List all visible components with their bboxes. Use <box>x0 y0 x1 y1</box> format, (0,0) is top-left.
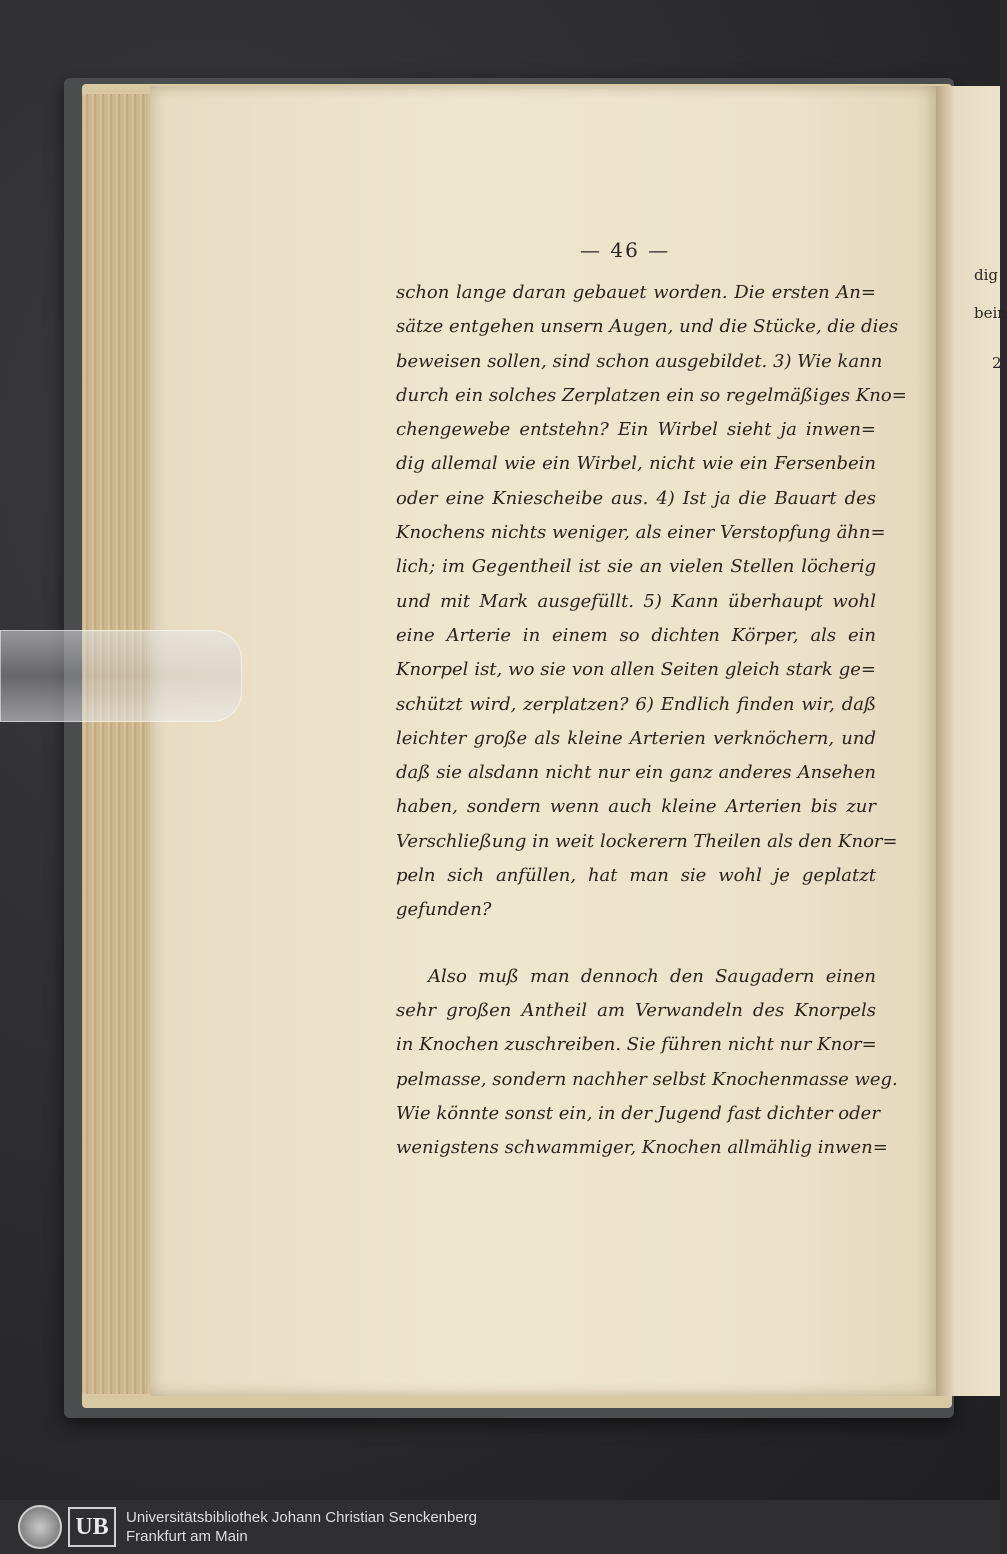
credit-line-1: Universitätsbibliothek Johann Christian Senckenberg <box>126 1509 478 1526</box>
credit-line-2: Frankfurt am Main <box>126 1528 248 1545</box>
text-line: haben, sondern wenn auch kleine Arterien bis zur <box>396 796 876 818</box>
text-line: wenigstens schwammiger, Knochen allmählig inwen= <box>396 1137 888 1159</box>
text-line: schützt wird, zerplatzen? 6) Endlich finden wir, daß <box>396 693 876 715</box>
library-credit <box>126 1508 477 1546</box>
ub-logo-text: UB <box>68 1507 116 1547</box>
text-line: Knochens nichts weniger, als einer Verstopfung ähn= <box>396 522 886 544</box>
text-line: lich; im Gegentheil ist sie an vielen Stellen löcherig <box>396 556 876 578</box>
next-page-edge <box>936 86 1007 1396</box>
seal-icon <box>18 1505 62 1549</box>
text-line: chengewebe entstehn? Ein Wirbel sieht ja inwen= <box>396 419 876 441</box>
text-line: gefunden? <box>396 899 492 921</box>
glass-bookmark <box>0 630 242 722</box>
text-line: Also muß man dennoch den Saugadern einen <box>428 965 876 987</box>
text-line: oder eine Kniescheibe aus. 4) Ist ja die Bauart des <box>396 487 876 509</box>
text-line: durch ein solches Zerplatzen ein so regelmäßiges Kno= <box>396 384 907 406</box>
text-line: eine Arterie in einem so dichten Körper, als ein <box>396 624 876 646</box>
text-line: in Knochen zuschreiben. Sie führen nicht nur Knor= <box>396 1034 877 1056</box>
text-line: beweisen sollen, sind schon ausgebildet. 3) Wie kann <box>396 350 883 372</box>
page-number: — 46 — <box>580 238 671 262</box>
next-page-fragment: 2 <box>992 354 1002 372</box>
text-line: Knorpel ist, wo sie von allen Seiten gleich stark ge= <box>396 659 876 681</box>
next-page-fragment: dig <box>974 266 999 284</box>
text-line: peln sich anfüllen, hat man sie wohl je geplatzt <box>396 865 876 887</box>
text-line: sehr großen Antheil am Verwandeln des Knorpels <box>396 999 876 1021</box>
text-line: dig allemal wie ein Wirbel, nicht wie ein Fersenbein <box>396 453 876 475</box>
text-line: leichter große als kleine Arterien verknöchern, und <box>396 727 876 749</box>
next-page-fragment: bein <box>974 304 1007 322</box>
page-text <box>396 276 907 1165</box>
text-line: Verschließung in weit lockerern Theilen als den Knor= <box>396 830 898 852</box>
text-line: Wie könnte sonst ein, in der Jugend fast dichter oder <box>396 1102 880 1124</box>
text-line: und mit Mark ausgefüllt. 5) Kann überhaupt wohl <box>396 590 876 612</box>
paragraph-gap <box>396 928 876 960</box>
text-line: daß sie alsdann nicht nur ein ganz anderes Ansehen <box>396 762 876 784</box>
library-logo <box>18 1505 118 1549</box>
text-line: schon lange daran gebauet worden. Die ersten An= <box>396 282 876 303</box>
text-line: sätze entgehen unsern Augen, und die Stücke, die dies <box>396 316 899 338</box>
text-line: pelmasse, sondern nachher selbst Knochenmasse weg. <box>396 1068 898 1090</box>
